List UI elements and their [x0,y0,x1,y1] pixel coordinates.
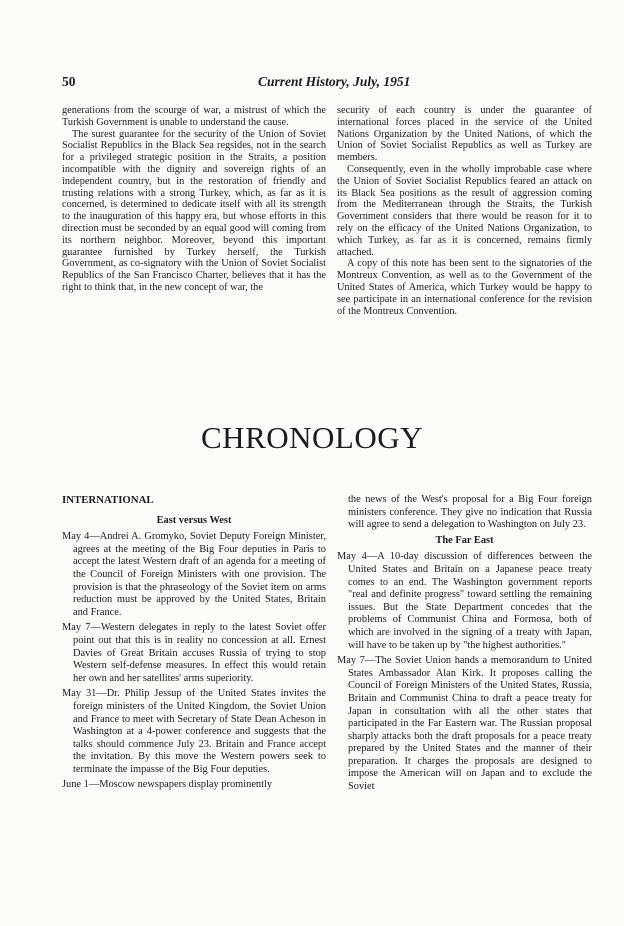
subsection-heading: East versus West [156,514,232,526]
chronology-entry-continuation: the news of the West's proposal for a Big Four foreign ministers conference. They give no indication that Russia will agree to send a delegation to Washington on July 23. [348,494,592,531]
page-header [62,74,592,94]
chronology-entry: June 1—Moscow newspapers display prominently [62,779,273,791]
subsection-heading: The Far East [435,534,494,546]
article-column-right [337,105,592,317]
article-paragraph: generations from the scourge of war, a mistrust of which the Turkish Government is unable to understand the cause. [62,105,326,128]
article-paragraph: security of each country is under the guarantee of international forces placed in the service of the United Nations Organization by the United Nations, of which the Union of Soviet Socialist Republics as well as Turkey are members. [337,105,592,164]
chronology-column-right [337,494,592,797]
section-heading: INTERNATIONAL [62,494,154,506]
article-paragraph: The surest guarantee for the security of the Union of Soviet Socialist Republics in the Black Sea regsides, not in the search for a privileged strategic position in the Straits, a position incompatible with the dignity and sovereign rights of an independent country, but in the restoration of friendly and trusting relations with a strong Turkey, which, as far as it is concerned, is determined to dedicate itself with all its strength to the inauguration of this happy era, but whose efforts in this direction must be seconded by an equal good will coming from its northern neighbor. Moreover, beyond this important guarantee furnished by Turkey herself, the Turkish Government, as co-signatory with the Union of Soviet Socialist Republics of the San Francisco Charter, believes that it has the right to think that, in the new concept of war, the [62,128,326,293]
running-title: Current History, July, 1951 [258,74,411,89]
article-paragraph: A copy of this note has been sent to the signatories of the Montreux Convention, as well as to the Government of the United States of America, which Turkey would be happy to see participate in an international conference for the revision of the Montreux Convention. [337,258,592,317]
chronology-entry: May 31—Dr. Philip Jessup of the United States invites the foreign ministers of the United Kingdom, the Soviet Union and France to meet with Secretary of State Dean Acheson in Washington at a 4-power conference and suggests that the talks should commence July 23. Britain and France accept the invitation. By this move the Western powers seek to terminate the impasse of the Big Four deputies. [62,688,326,775]
chronology-entry: May 7—Western delegates in reply to the latest Soviet offer point out that this is in reality no concession at all. Ernest Davies of Great Britain accuses Russia of trying to stop Western self-defense measures. In effect this would retain her own and her satellites' arms superiority. [62,622,326,684]
chronology-title: CHRONOLOGY [201,420,423,455]
chronology-entry: May 4—A 10-day discussion of differences between the United States and Britain on a Japanese peace treaty comes to an end. The Washington government reports "real and definite progress" toward settling the remaining issues. But the State Department concedes that the problems of Communist China and Formosa, both of which are involved in the signing of a treaty with Japan, will have to be taken up by "the highest authorities." [337,551,592,651]
article-column-left [62,105,326,294]
chronology-entry: May 7—The Soviet Union hands a memorandum to United States Ambassador Alan Kirk. It proposes calling the Council of Foreign Ministers of the United States, Russia, Britain and Communist China to draft a peace treaty for Japan in consultation with all the other states that participated in the Far Eastern war. The Russian proposal sharply attacks both the draft proposals for a peace treaty prepared by the United States and the manner of their preparation. It charges the proposals are designed to impose the American will on Japan and to exclude the Soviet [337,655,592,793]
article-paragraph: Consequently, even in the wholly improbable case where the Union of Soviet Socialist Republics feared an attack on its Black Sea positions as the result of aggression coming from the Mediterranean through the Straits, the Turkish Government considers that there would be reason for it to rely on the efficacy of the United Nations Organization, to which Turkey, as far as it is concerned, remains firmly attached. [337,163,592,258]
page-number: 50 [62,74,76,89]
chronology-column-left [62,494,326,795]
chronology-entry: May 4—Andrei A. Gromyko, Soviet Deputy Foreign Minister, agrees at the meeting of the Big Four deputies in Paris to accept the latest Western draft of an agenda for a meeting of the Council of Foreign Ministers with one provision. The provision is that the phraseology of the Soviet item on arms reduction must be approved by the United States, Britain and France. [62,531,326,618]
